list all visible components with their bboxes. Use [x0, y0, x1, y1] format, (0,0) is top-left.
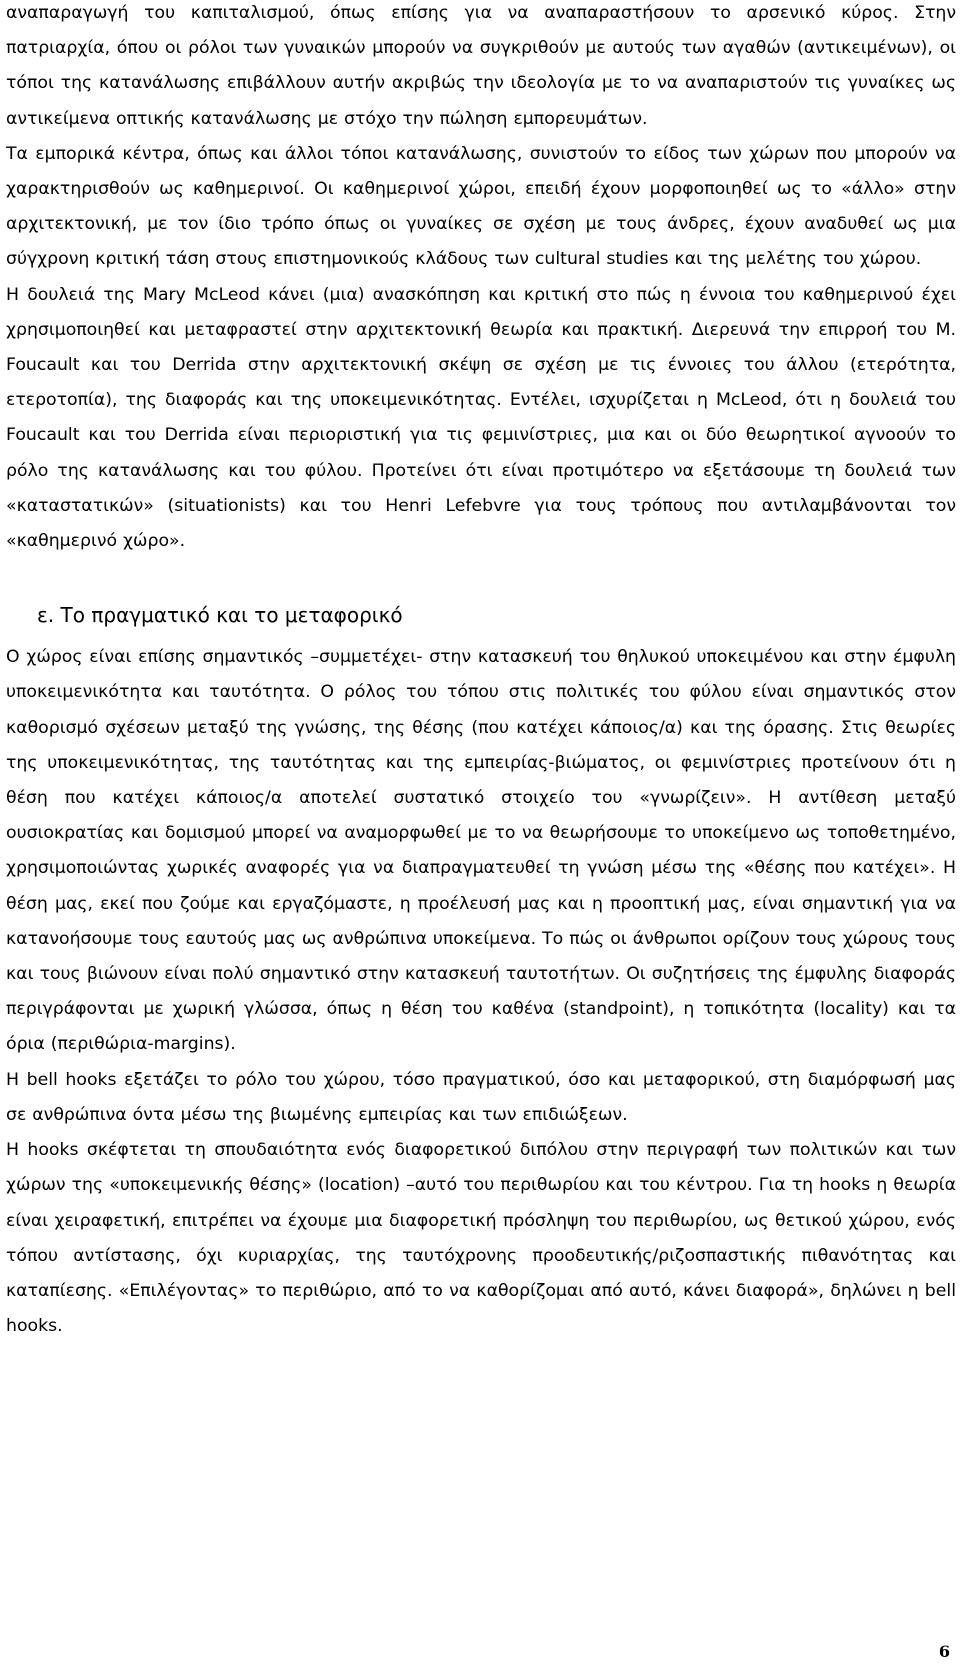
body-paragraph: Ο χώρος είναι επίσης σημαντικός –συμμετέχει- στην κατασκευή του θηλυκού υποκειμένου και στην έμφυλη υποκειμενικότητα και ταυτότητα. Ο ρόλος του τόπου στις πολιτικές του φύλου είναι σημαντικός στον καθορισμό σχέσεων μεταξύ της γνώσης, της θέσης (που κατέχει κάποιος/α) και της όρασης. Στις θεωρίες της υποκειμενικότητας, της ταυτότητας και της εμπειρίας-βιώματος, οι φεμινίστριες προτείνουν ότι η θέση που κατέχει κάποιος/α αποτελεί συστατικό στοιχείο του «γνωρίζειν». Η αντίθεση μεταξύ ουσιοκρατίας και δομισμού μπορεί να αναμορφωθεί με το να θεωρήσουμε το υποκείμενο ως τοποθετημένο, χρησιμοποιώντας χωρικές αναφορές για να διαπραγματευθεί τη γνώση μέσω της «θέσης που κατέχει». Η θέση μας, εκεί που ζούμε και εργαζόμαστε, η προέλευσή μας και η προοπτική μας, είναι σημαντική για να κατανοήσουμε τους εαυτούς μας ως ανθρώπινα υποκείμενα. Το πώς οι άνθρωποι ορίζουν τους χώρους τους και τους βιώνουν είναι πολύ σημαντικό στην κατασκευή ταυτοτήτων. Οι συζητήσεις της έμφυλης διαφοράς περιγράφονται με χωρική γλώσσα, όπως η θέση του καθένα (standpoint), η τοπικότητα (locality) και τα όρια (περιθώρια-margins).	[6, 647, 956, 1055]
body-paragraph: Η δουλειά της Mary McLeod κάνει (μια) ανασκόπηση και κριτική στο πώς η έννοια του καθημερινού έχει χρησιμοποιηθεί και μεταφραστεί στην αρχιτεκτονική θεωρία και πρακτική. Διερευνά την επιρροή του Μ. Foucault και του Derrida στην αρχιτεκτονική σκέψη σε σχέση με τις έννοιες του άλλου (ετερότητα, ετεροτοπία), της διαφοράς και της υποκειμενικότητας. Εντέλει, ισχυρίζεται η McLeod, ότι η δουλειά του Foucault και του Derrida είναι περιοριστική για τις φεμινίστριες, μια και οι δύο θεωρητικοί αγνοούν το ρόλο της κατανάλωσης και του φύλου. Προτείνει ότι είναι προτιμότερο να εξετάσουμε τη δουλειά των «καταστατικών» (situationists) και του Henri Lefebvre για τους τρόπους που αντιλαμβάνονται τον «καθημερινό χώρο».	[6, 284, 956, 552]
page-number: 6	[938, 1642, 950, 1661]
document-page	[6, 0, 956, 1344]
section-body	[6, 640, 956, 1344]
section-heading: ε. Το πραγματικό και το μεταφορικό	[37, 603, 403, 628]
body-paragraph: Η hooks σκέφτεται τη σπουδαιότητα ενός διαφορετικού διπόλου στην περιγραφή των πολιτικών και των χώρων της «υποκειμενικής θέσης» (location) –αυτό του περιθωρίου και του κέντρου. Για τη hooks η θεωρία είναι χειραφετική, επιτρέπει να έχουμε μια διαφορετική πρόσληψη του περιθωρίου, ως θετικού χώρου, ενός τόπου αντίστασης, όχι κυριαρχίας, της ταυτόχρονης προοδευτικής/ριζοσπαστικής πιθανότητας και καταπίεσης. «Επιλέγοντας» το περιθώριο, από το να καθορίζομαι από αυτό, κάνει διαφορά», δηλώνει η bell hooks.	[6, 1140, 956, 1337]
body-paragraph: αναπαραγωγή του καπιταλισμού, όπως επίσης για να αναπαραστήσουν το αρσενικό κύρος. Στην πατριαρχία, όπου οι ρόλοι των γυναικών μπορούν να συγκριθούν με αυτούς των αγαθών (αντικειμένων), οι τόποι της κατανάλωσης επιβάλλουν αυτήν ακριβώς την ιδεολογία με το να αναπαριστούν τις γυναίκες ως αντικείμενα οπτικής κατανάλωσης με στόχο την πώληση εμπορευμάτων.	[6, 3, 956, 129]
body-paragraph: Τα εμπορικά κέντρα, όπως και άλλοι τόποι κατανάλωσης, συνιστούν το είδος των χώρων που μπορούν να χαρακτηρισθούν ως καθημερινοί. Οι καθημερινοί χώροι, επειδή έχουν μορφοποιηθεί ως το «άλλο» στην αρχιτεκτονική, με τον ίδιο τρόπο όπως οι γυναίκες σε σχέση με τους άνδρες, έχουν αναδυθεί ως μια σύγχρονη κριτική τάση στους επιστημονικούς κλάδους των cultural studies και της μελέτης του χώρου.	[6, 143, 956, 270]
body-paragraph: Η bell hooks εξετάζει το ρόλο του χώρου, τόσο πραγματικού, όσο και μεταφορικού, στη διαμόρφωσή μας σε ανθρώπινα όντα μέσω της βιωμένης εμπειρίας και των επιδιώξεων.	[6, 1069, 956, 1125]
